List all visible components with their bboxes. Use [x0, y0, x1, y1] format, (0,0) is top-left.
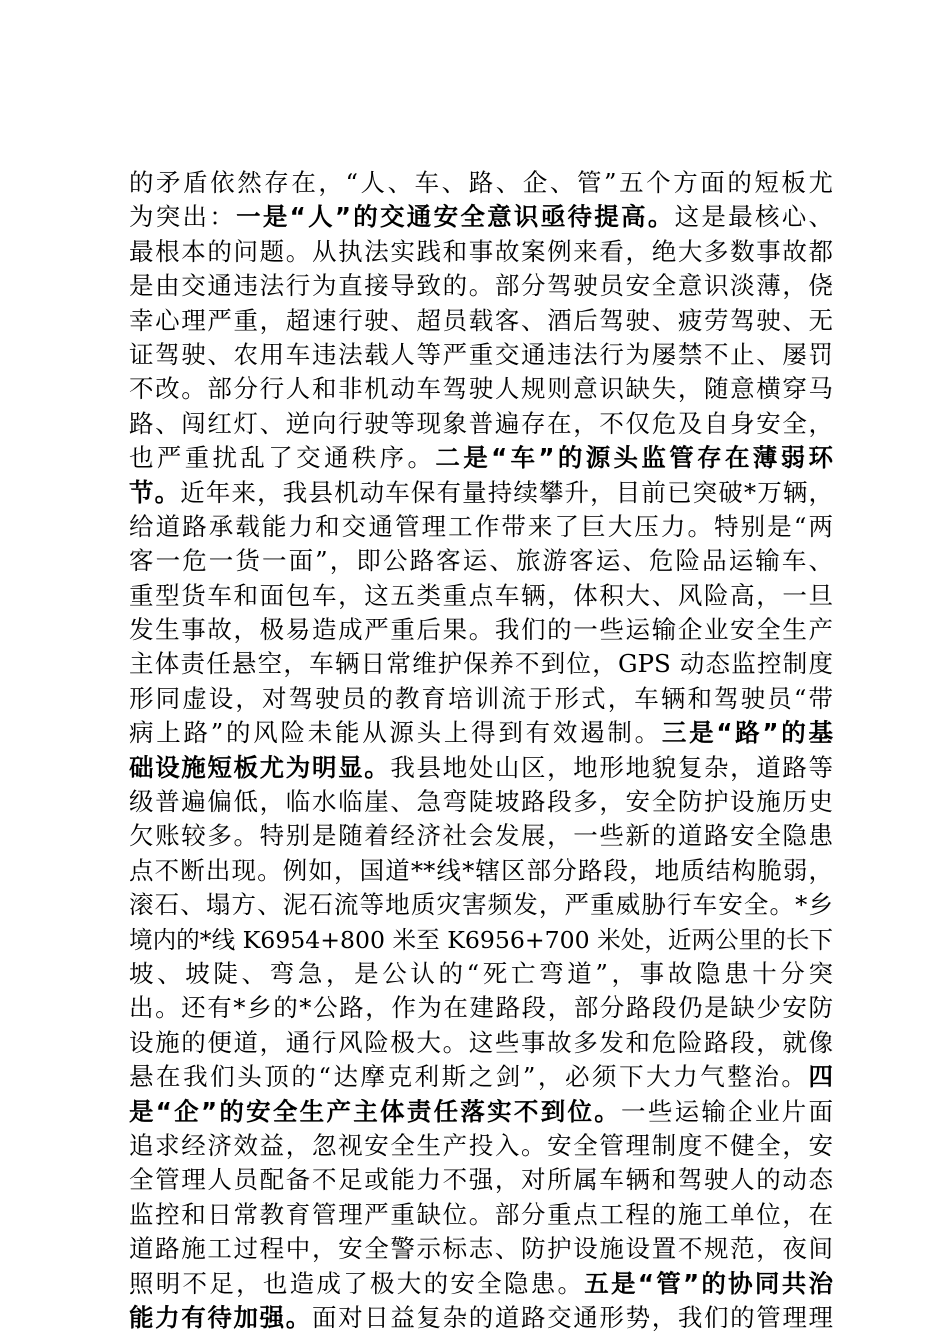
text-line [129, 647, 833, 681]
body-text: 监控和日常教育管理严重缺位。部分重点工程的施工单位，在 [129, 1199, 833, 1229]
text-line [129, 682, 833, 716]
body-text: 出。还有*乡的*公路，作为在建路段，部分路段仍是缺少安防 [129, 993, 833, 1023]
body-text: 为突出： [129, 202, 237, 232]
text-line [129, 1095, 833, 1129]
text-line [129, 579, 833, 613]
text-line [129, 854, 833, 888]
text-line [129, 476, 833, 510]
text-line [129, 338, 833, 372]
text-line [129, 235, 833, 269]
body-text: 全管理人员配备不足或能力不强，对所属车辆和驾驶人的动态 [129, 1165, 833, 1195]
body-text: 境内的*线 K6954+800 米至 K6956+700 米处，近两公里的长下 [129, 925, 833, 954]
body-text: 主体责任悬空，车辆日常维护保养不到位，GPS 动态监控制度 [129, 649, 833, 679]
text-line [129, 1198, 833, 1232]
text-line [129, 1301, 833, 1335]
text-line [129, 819, 833, 853]
body-text: 路、闯红灯、逆向行驶等现象普遍存在，不仅危及自身安全， [129, 408, 833, 438]
text-line [129, 269, 833, 303]
body-text: 的矛盾依然存在，“人、车、路、企、管”五个方面的短板尤 [129, 168, 833, 197]
text-line [129, 1060, 833, 1094]
body-text: 我县地处山区，地形地貌复杂，道路等 [390, 752, 834, 782]
text-line [129, 510, 833, 544]
body-text: 面对日益复杂的道路交通形势，我们的管理理 [311, 1302, 834, 1332]
bold-heading-text: 节。 [129, 477, 181, 507]
text-line [129, 785, 833, 819]
bold-heading-text: 三是“路”的基 [661, 718, 833, 748]
body-text: 欠账较多。特别是随着经济社会发展，一些新的道路安全隐患 [129, 821, 833, 851]
text-line [129, 1232, 833, 1266]
body-text: 幸心理严重，超速行驶、超员载客、酒后驾驶、疲劳驾驶、无 [129, 305, 833, 335]
body-text: 不改。部分行人和非机动车驾驶人规则意识缺失，随意横穿马 [129, 374, 833, 404]
document-page [129, 166, 833, 1335]
body-text: 这是最核心、 [674, 202, 834, 232]
body-text: 滚石、塌方、泥石流等地质灾害频发，严重威胁行车安全。*乡 [129, 890, 833, 920]
body-text: 一些运输企业片面 [621, 1096, 834, 1126]
bold-heading-text: 五是“管”的协同共治 [584, 1268, 833, 1298]
body-text: 是由交通违法行为直接导致的。部分驾驶员安全意识淡薄，侥 [129, 271, 833, 301]
body-text: 设施的便道，通行风险极大。这些事故多发和危险路段，就像 [129, 1027, 833, 1057]
bold-heading-text: 四 [808, 1062, 833, 1092]
text-line [129, 372, 833, 406]
body-text: 级普遍偏低，临水临崖、急弯陡坡路段多，安全防护设施历史 [129, 787, 833, 817]
text-line [129, 991, 833, 1025]
body-text: 客一危一货一面”，即公路客运、旅游客运、危险品运输车、 [129, 546, 833, 576]
body-text: 形同虚设，对驾驶员的教育培训流于形式，车辆和驾驶员“带 [129, 683, 833, 713]
text-line [129, 957, 833, 991]
body-text: 追求经济效益，忽视安全生产投入。安全管理制度不健全，安 [129, 1130, 833, 1160]
text-line [129, 613, 833, 647]
body-text: 坡、坡陡、弯急，是公认的“死亡弯道”，事故隐患十分突 [129, 958, 833, 988]
body-text: 也严重扰乱了交通秩序。 [129, 443, 436, 473]
text-line [129, 888, 833, 922]
body-text: 重型货车和面包车，这五类重点车辆，体积大、风险高，一旦 [129, 580, 833, 610]
text-line [129, 544, 833, 578]
body-text: 照明不足，也造成了极大的安全隐患。 [129, 1268, 585, 1298]
text-line [129, 166, 833, 200]
body-text: 发生事故，极易造成严重后果。我们的一些运输企业安全生产 [129, 615, 833, 645]
text-line [129, 200, 833, 234]
text-line [129, 441, 833, 475]
body-text: 证驾驶、农用车违法载人等严重交通违法行为屡禁不止、屡罚 [129, 339, 833, 369]
body-text: 点不断出现。例如，国道**线*辖区部分路段，地质结构脆弱， [129, 855, 833, 885]
bold-heading-text: 是“企”的安全生产主体责任落实不到位。 [129, 1096, 622, 1126]
bold-heading-text: 一是“人”的交通安全意识亟待提高。 [236, 202, 675, 232]
body-text: 道路施工过程中，安全警示标志、防护设施设置不规范，夜间 [129, 1234, 833, 1264]
text-line [129, 923, 833, 957]
text-line [129, 1129, 833, 1163]
text-line [129, 716, 833, 750]
bold-heading-text: 能力有待加强。 [129, 1302, 312, 1332]
text-line [129, 304, 833, 338]
body-text: 最根本的问题。从执法实践和事故案例来看，绝大多数事故都 [129, 236, 833, 266]
text-line [129, 1026, 833, 1060]
text-line [129, 1267, 833, 1301]
body-text: 给道路承载能力和交通管理工作带来了巨大压力。特别是“两 [129, 511, 833, 541]
bold-heading-text: 二是“车”的源头监管存在薄弱环 [435, 443, 834, 473]
text-line [129, 1163, 833, 1197]
text-line [129, 407, 833, 441]
bold-heading-text: 础设施短板尤为明显。 [129, 752, 391, 782]
body-text: 悬在我们头顶的“达摩克利斯之剑”，必须下大力气整治。 [129, 1062, 809, 1092]
body-text: 近年来，我县机动车保有量持续攀升，目前已突破*万辆， [180, 477, 834, 507]
body-text: 病上路”的风险未能从源头上得到有效遏制。 [129, 718, 662, 748]
text-line [129, 751, 833, 785]
